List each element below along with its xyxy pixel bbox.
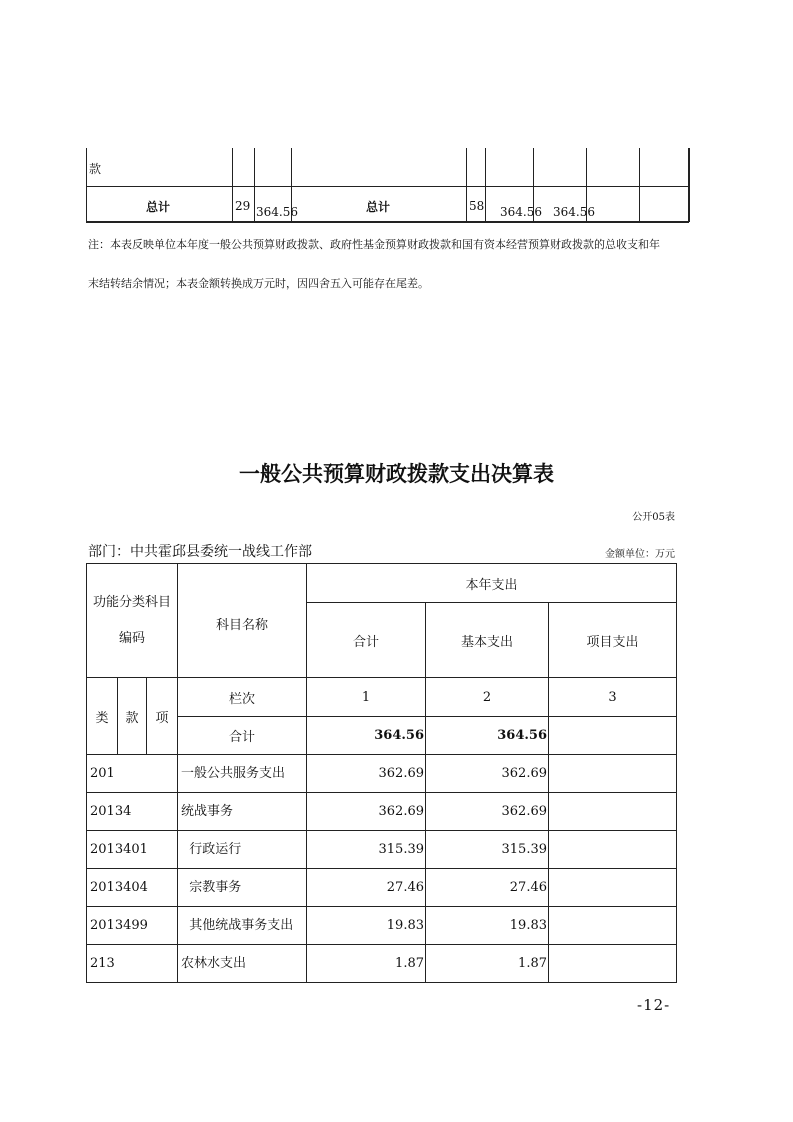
header-basic: 基本支出 xyxy=(425,602,549,678)
sum-total: 364.56 xyxy=(306,716,426,755)
cell-code: 2013404 xyxy=(86,868,178,907)
cell-project xyxy=(548,906,677,945)
cell-total: 362.69 xyxy=(306,754,426,793)
partial-row-label: 款 xyxy=(89,162,102,176)
cell-basic: 19.83 xyxy=(425,906,549,945)
cell-name: 农林水支出 xyxy=(177,944,307,983)
cell-basic: 362.69 xyxy=(425,792,549,831)
cell-project xyxy=(548,830,677,869)
cell-basic: 362.69 xyxy=(425,754,549,793)
note-line-2: 末结转结余情况；本表金额转换成万元时，因四舍五入可能存在尾差。 xyxy=(88,277,429,290)
header-xiang: 项 xyxy=(146,677,178,755)
cell-name: 统战事务 xyxy=(177,792,307,831)
header-lei: 类 xyxy=(86,677,118,755)
cell-code: 213 xyxy=(86,944,178,983)
header-project: 项目支出 xyxy=(548,602,677,678)
header-total: 合计 xyxy=(306,602,426,678)
cell-code: 20134 xyxy=(86,792,178,831)
sum-basic: 364.56 xyxy=(425,716,549,755)
cell-project xyxy=(548,792,677,831)
total-label-right: 总计 xyxy=(366,200,391,214)
cell-project xyxy=(548,754,677,793)
total-value-right-1: 364.56 xyxy=(500,205,542,219)
header-code-group-line1: 功能分类科目 xyxy=(92,594,171,610)
cell-total: 362.69 xyxy=(306,792,426,831)
sum-project xyxy=(548,716,677,755)
cell-name: 行政运行 xyxy=(177,830,307,869)
col-index-1: 1 xyxy=(306,677,426,717)
cell-total: 19.83 xyxy=(306,906,426,945)
department-label: 部门：中共霍邱县委统一战线工作部 xyxy=(88,544,312,560)
total-row-no-right: 58 xyxy=(469,199,485,213)
cell-name: 其他统战事务支出 xyxy=(177,906,307,945)
cell-basic: 1.87 xyxy=(425,944,549,983)
cell-name: 宗教事务 xyxy=(177,868,307,907)
cell-project xyxy=(548,944,677,983)
cell-name: 一般公共服务支出 xyxy=(177,754,307,793)
cell-total: 1.87 xyxy=(306,944,426,983)
cell-code: 2013499 xyxy=(86,906,178,945)
header-name: 科目名称 xyxy=(177,563,307,678)
col-index-2: 2 xyxy=(425,677,549,717)
cell-basic: 27.46 xyxy=(425,868,549,907)
note-line-1: 注：本表反映单位本年度一般公共预算财政拨款、政府性基金预算财政拨款和国有资本经营预算财政拨款的总收支和年 xyxy=(88,238,660,251)
cell-basic: 315.39 xyxy=(425,830,549,869)
total-row-no-left: 29 xyxy=(235,199,251,213)
cell-total: 315.39 xyxy=(306,830,426,869)
page-title: 一般公共预算财政拨款支出决算表 xyxy=(239,462,554,486)
header-code-group-line2: 编码 xyxy=(118,630,145,646)
sum-label: 合计 xyxy=(177,716,307,755)
header-this-year: 本年支出 xyxy=(306,563,677,603)
total-value-left: 364.56 xyxy=(256,205,298,219)
cell-code: 2013401 xyxy=(86,830,178,869)
cell-project xyxy=(548,868,677,907)
header-code-group xyxy=(86,563,178,678)
total-label-left: 总计 xyxy=(146,200,171,214)
col-index-label: 栏次 xyxy=(177,677,307,717)
col-index-3: 3 xyxy=(548,677,677,717)
cell-total: 27.46 xyxy=(306,868,426,907)
total-value-right-2: 364.56 xyxy=(553,205,595,219)
form-number: 公开05表 xyxy=(632,512,675,523)
header-kuan: 款 xyxy=(117,677,147,755)
cell-code: 201 xyxy=(86,754,178,793)
page-number: -12- xyxy=(637,996,671,1014)
unit-label: 金额单位：万元 xyxy=(605,549,675,560)
